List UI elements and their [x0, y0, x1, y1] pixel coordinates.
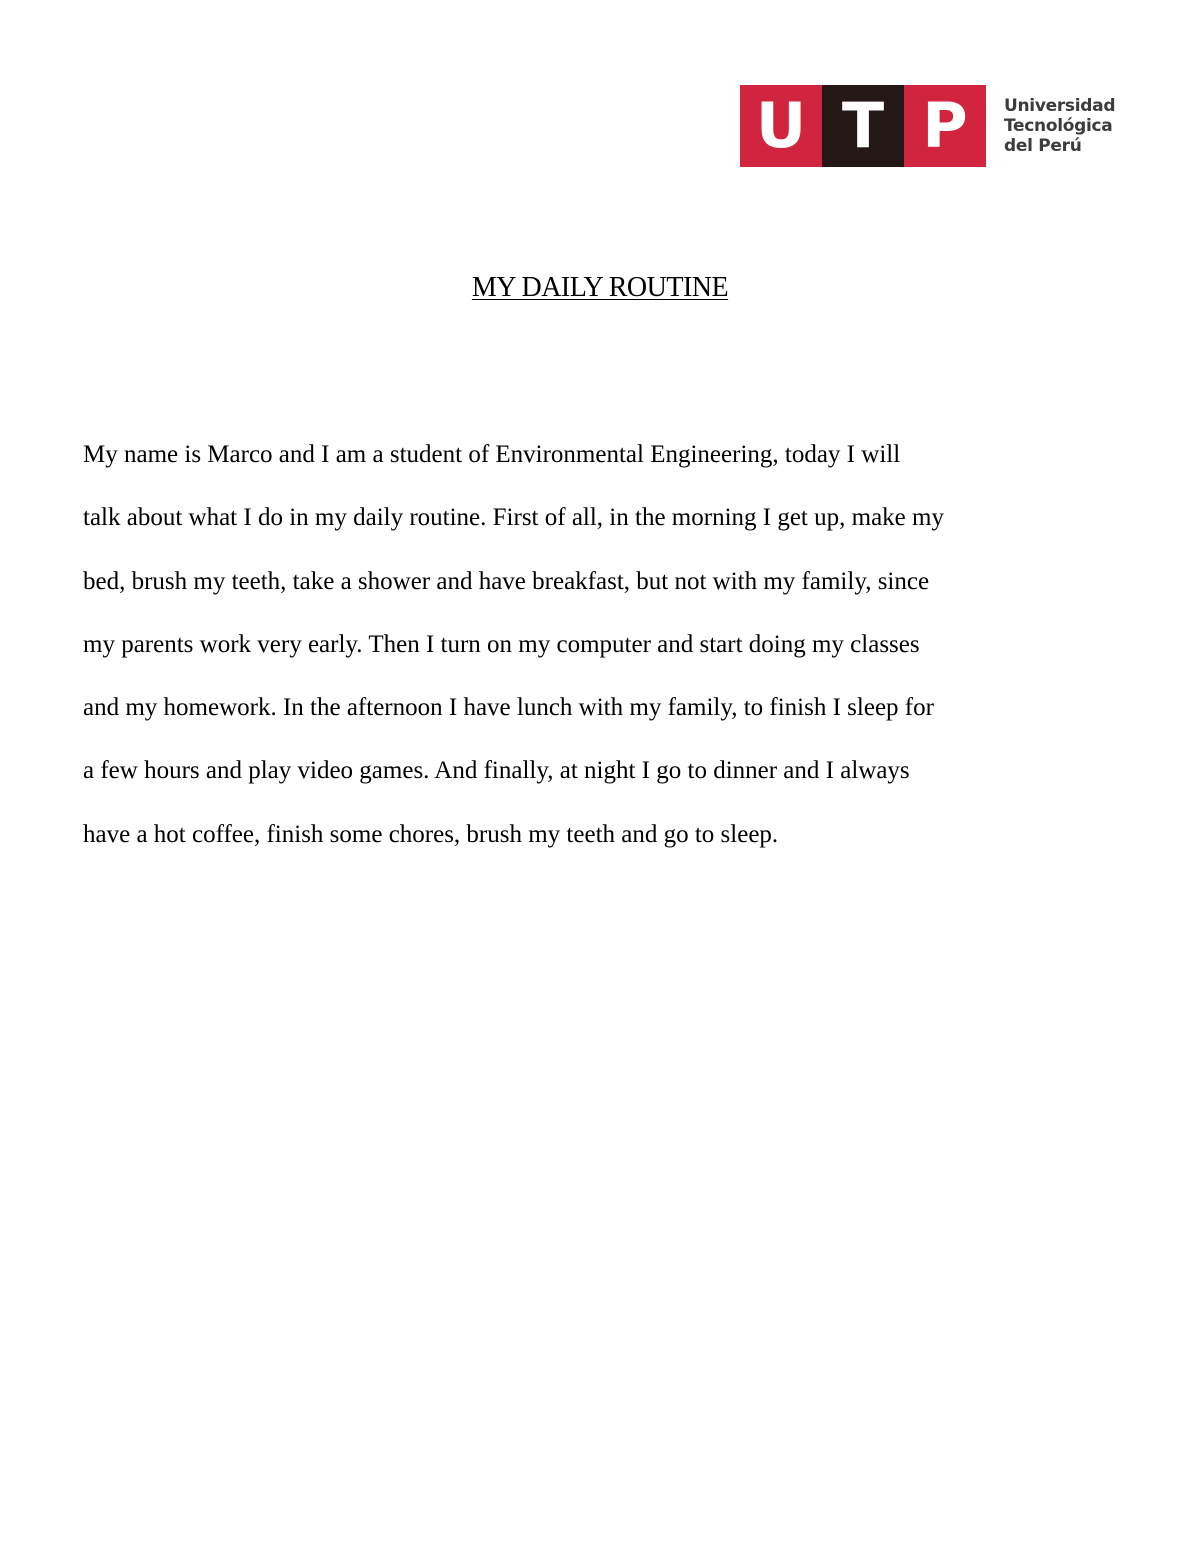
paragraph-line: my parents work very early. Then I turn on my computer and start doing my classes: [83, 630, 920, 658]
logo-letter-u: U: [740, 85, 822, 167]
document-title: MY DAILY ROUTINE: [471, 272, 729, 303]
logo-text-line: Universidad: [1004, 96, 1116, 116]
logo-wordmark: [1004, 96, 1115, 156]
logo-letter-t: T: [822, 85, 904, 167]
logo-letter-p: P: [904, 85, 986, 167]
logo-letter-blocks: [740, 85, 986, 167]
logo-text-line: Tecnológica: [1004, 116, 1113, 136]
paragraph-line: a few hours and play video games. And finally, at night I go to dinner and I always: [83, 757, 910, 785]
paragraph-line: have a hot coffee, finish some chores, brush my teeth and go to sleep.: [83, 820, 779, 848]
paragraph-line: and my homework. In the afternoon I have lunch with my family, to finish I sleep for: [83, 694, 934, 722]
utp-logo: [740, 85, 1120, 167]
paragraph-line: My name is Marco and I am a student of Environmental Engineering, today I will: [83, 441, 901, 468]
body-paragraph: [83, 430, 1083, 873]
logo-text-line: del Perú: [1004, 136, 1082, 156]
paragraph-line: talk about what I do in my daily routine. First of all, in the morning I get up, make my: [83, 504, 944, 532]
paragraph-line: bed, brush my teeth, take a shower and have breakfast, but not with my family, since: [83, 567, 930, 595]
